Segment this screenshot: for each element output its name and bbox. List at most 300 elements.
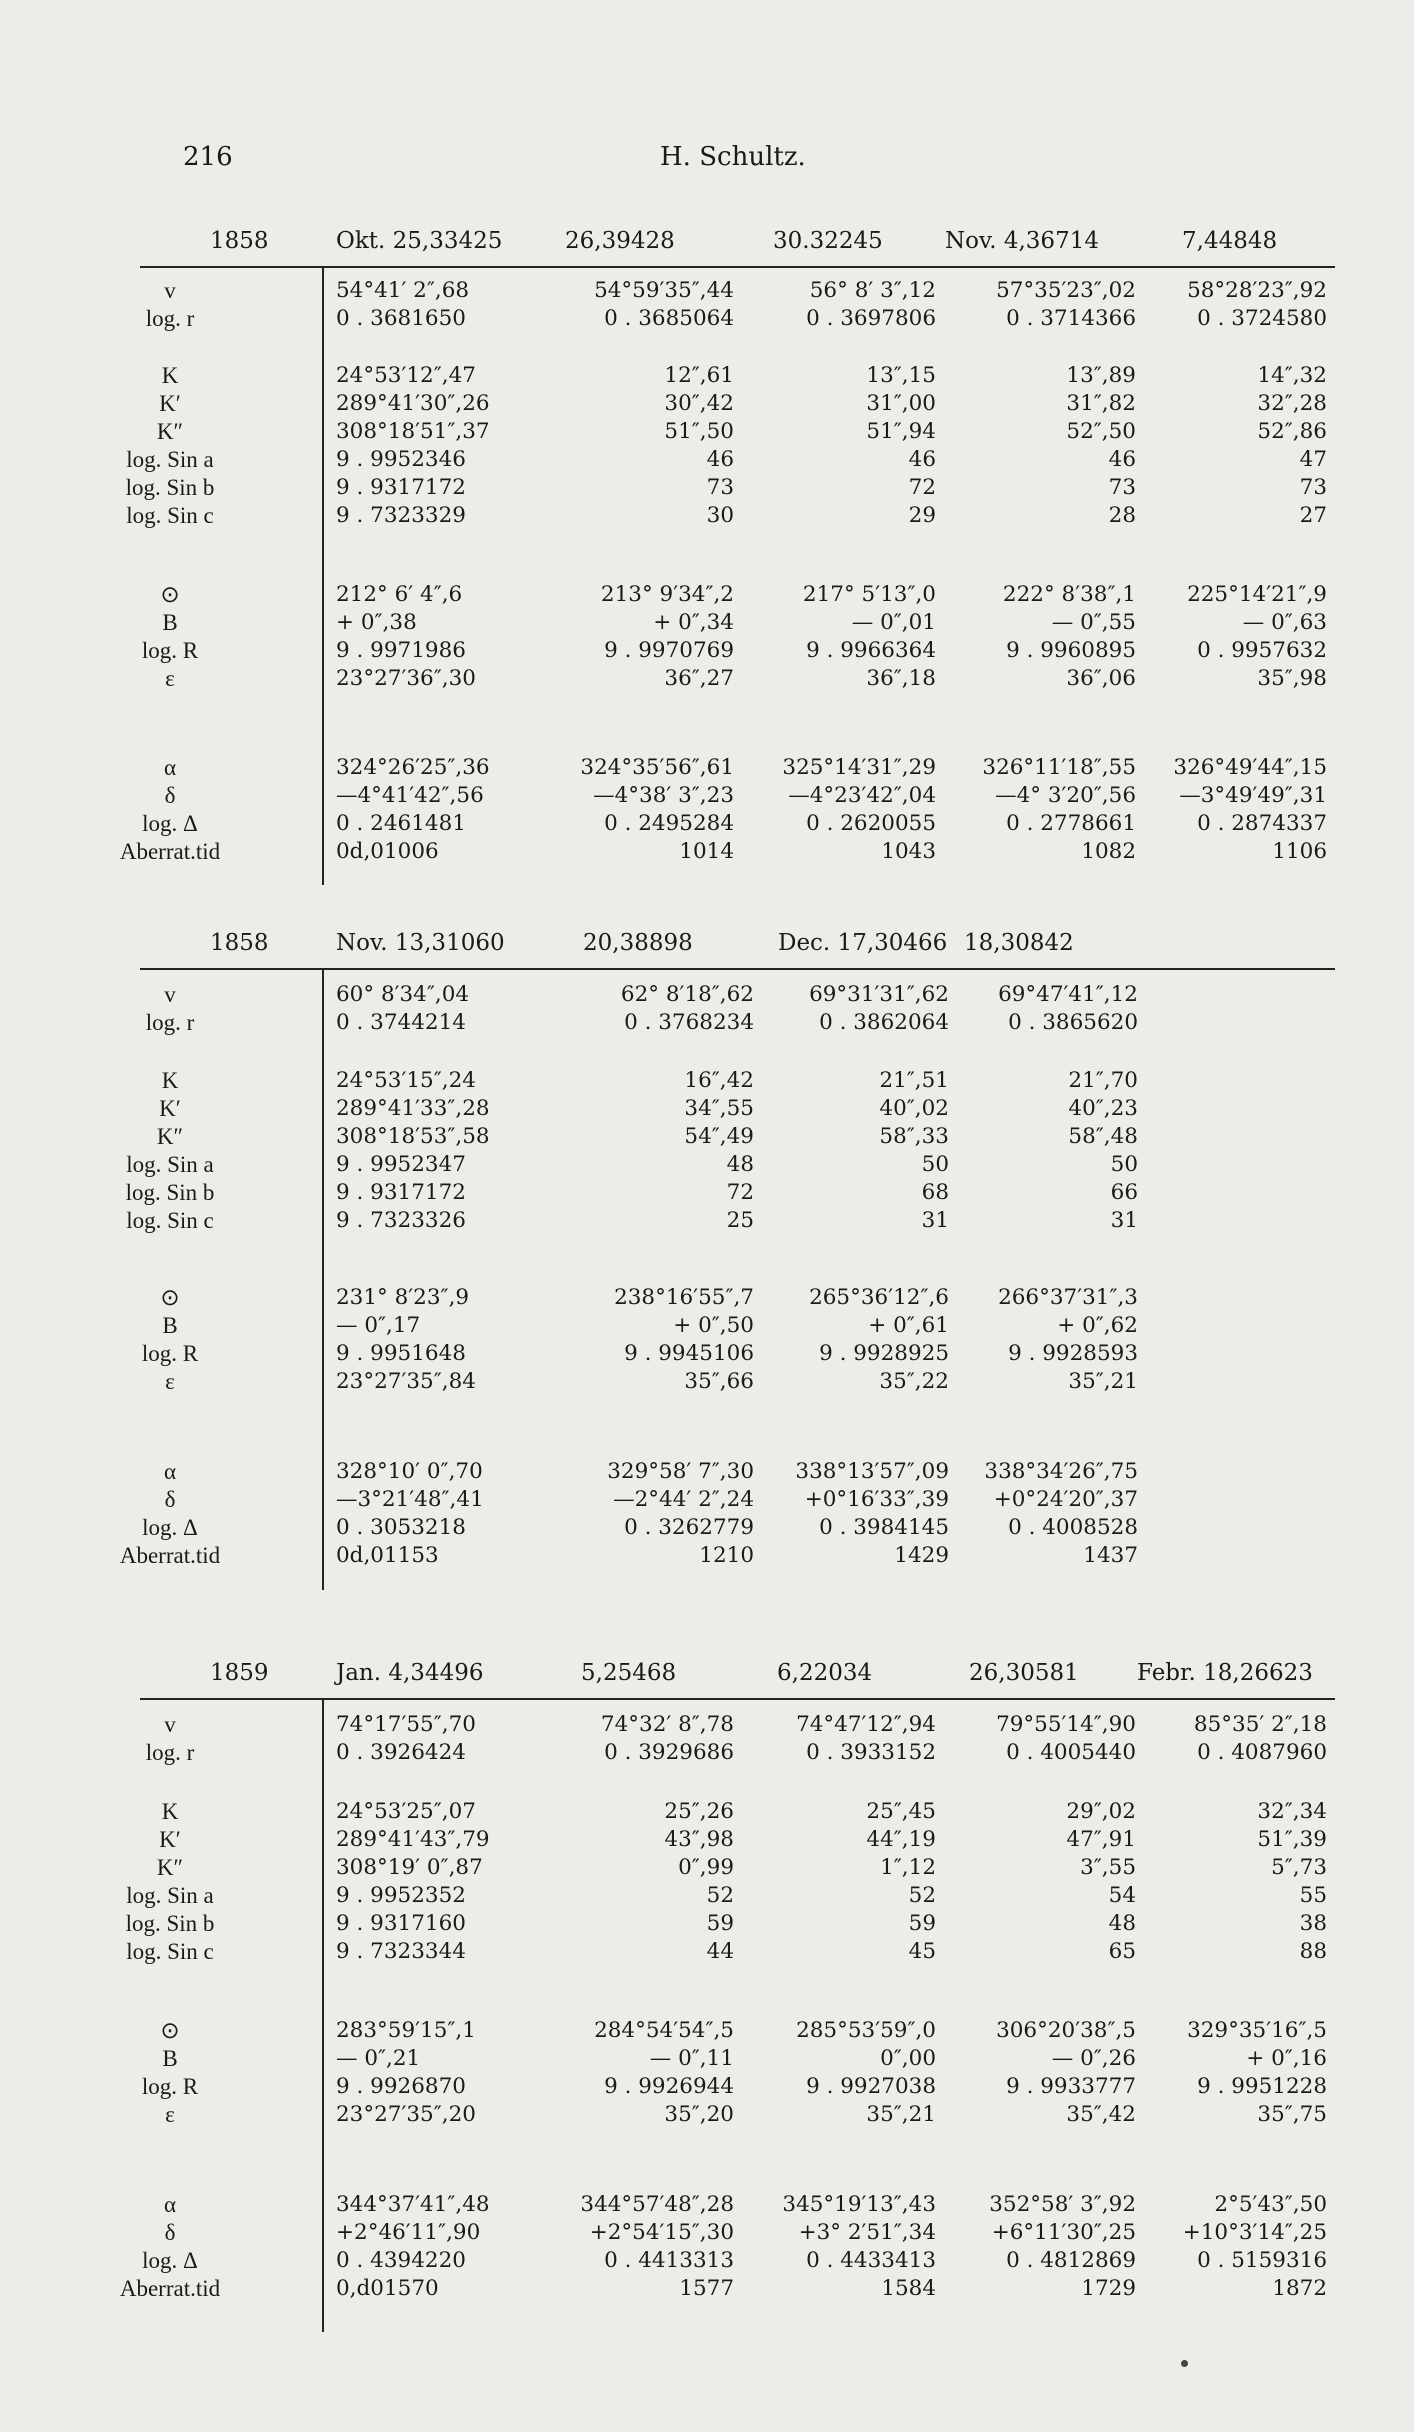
table-cell: 35″,21 xyxy=(1068,1369,1138,1394)
table-cell: 47 xyxy=(1299,447,1327,472)
table-cell: 9 . 9933777 xyxy=(1006,2074,1136,2099)
row-label: log. r xyxy=(145,1010,195,1035)
table-cell: 222° 8′38″,1 xyxy=(1002,582,1136,607)
table-cell: 35″,42 xyxy=(1066,2102,1136,2127)
table-cell: — 0″,55 xyxy=(1051,610,1136,635)
table-cell: 79°55′14″,90 xyxy=(996,1712,1136,1737)
table-cell: 36″,27 xyxy=(664,666,734,691)
table-row xyxy=(0,1124,1414,1154)
row-label: Aberrat.tid xyxy=(119,839,221,864)
row-label: α xyxy=(163,2192,177,2217)
table-cell: 0 . 2620055 xyxy=(806,811,936,836)
table-cell: 54°59′35″,44 xyxy=(594,278,734,303)
table-cell: 31″,82 xyxy=(1066,391,1136,416)
table-cell: 238°16′55″,7 xyxy=(614,1285,754,1310)
row-label: log. Sin a xyxy=(126,1152,214,1177)
table-cell: 9 . 9970769 xyxy=(604,638,734,663)
table-cell: — 0″,01 xyxy=(851,610,936,635)
table-cell: 1584 xyxy=(881,2276,936,2301)
table-cell: 1429 xyxy=(894,1543,949,1568)
table-row xyxy=(0,1939,1414,1969)
table-cell: 3″,55 xyxy=(1080,1855,1136,1880)
table-cell: 0″,99 xyxy=(678,1855,734,1880)
table-cell: 73 xyxy=(1108,475,1136,500)
table-cell: 289°41′30″,26 xyxy=(336,391,490,416)
table-cell: 35″,21 xyxy=(866,2102,936,2127)
table-cell: 27 xyxy=(1299,503,1327,528)
table-cell: 43″,98 xyxy=(664,1827,734,1852)
table-row xyxy=(0,2248,1414,2278)
table-cell: +3° 2′51″,34 xyxy=(798,2220,936,2245)
table-cell: 52 xyxy=(706,1883,734,1908)
table-cell: 50 xyxy=(1110,1152,1138,1177)
table-cell: 23°27′35″,84 xyxy=(336,1369,476,1394)
table-cell: 55 xyxy=(1299,1883,1327,1908)
table-cell: 58°28′23″,92 xyxy=(1187,278,1327,303)
table-cell: 0 . 3053218 xyxy=(336,1515,466,1540)
table-cell: 1043 xyxy=(881,839,936,864)
row-label: log. Sin c xyxy=(126,1939,214,1964)
table-cell: 9 . 9317160 xyxy=(336,1911,466,1936)
table-cell: 24°53′12″,47 xyxy=(336,363,476,388)
table-year: 1859 xyxy=(210,1660,269,1686)
table-cell: 0 . 2495284 xyxy=(604,811,734,836)
table-cell: 9 . 9971986 xyxy=(336,638,466,663)
table-cell: 46 xyxy=(1108,447,1136,472)
table-cell: 9 . 7323329 xyxy=(336,503,466,528)
table-cell: 1729 xyxy=(1081,2276,1136,2301)
table-cell: + 0″,34 xyxy=(653,610,734,635)
table-cell: 9 . 9928593 xyxy=(1008,1341,1138,1366)
table-cell: — 0″,11 xyxy=(649,2046,734,2071)
table-cell: 34″,55 xyxy=(684,1096,754,1121)
row-label: δ xyxy=(164,1487,176,1512)
row-label: K″ xyxy=(156,1124,184,1149)
print-speck xyxy=(1181,2360,1188,2367)
table-cell: 0 . 4008528 xyxy=(1008,1515,1138,1540)
column-date: 7,44848 xyxy=(1182,228,1278,254)
row-label: K xyxy=(161,363,179,388)
table-cell: 50 xyxy=(921,1152,949,1177)
page-number: 216 xyxy=(183,142,233,172)
table-row xyxy=(0,1208,1414,1238)
row-label: K″ xyxy=(156,419,184,444)
column-date: 5,25468 xyxy=(581,1660,677,1686)
table-cell: +2°54′15″,30 xyxy=(589,2220,734,2245)
table-cell: +2°46′11″,90 xyxy=(336,2220,481,2245)
table-row xyxy=(0,1911,1414,1941)
table-cell: 0 . 9957632 xyxy=(1197,638,1327,663)
table-row xyxy=(0,419,1414,449)
table-cell: 14″,32 xyxy=(1257,363,1327,388)
table-cell: 31 xyxy=(921,1208,949,1233)
table-cell: 2°5′43″,50 xyxy=(1214,2192,1327,2217)
table-row xyxy=(0,638,1414,668)
table-cell: 74°17′55″,70 xyxy=(336,1712,476,1737)
column-date: 26,30581 xyxy=(969,1660,1079,1686)
table-cell: 344°57′48″,28 xyxy=(580,2192,734,2217)
table-cell: 0 . 3929686 xyxy=(604,1740,734,1765)
table-cell: 308°19′ 0″,87 xyxy=(336,1855,483,1880)
table-row xyxy=(0,1096,1414,1126)
table-cell: 225°14′21″,9 xyxy=(1187,582,1327,607)
row-label: v xyxy=(164,278,176,303)
row-label: log. R xyxy=(141,2074,199,2099)
table-cell: 35″,75 xyxy=(1257,2102,1327,2127)
table-cell: 9 . 9952346 xyxy=(336,447,466,472)
table-cell: 9 . 9952352 xyxy=(336,1883,466,1908)
table-cell: 54″,49 xyxy=(684,1124,754,1149)
table-row xyxy=(0,1712,1414,1742)
table-cell: 217° 5′13″,0 xyxy=(802,582,936,607)
row-label: log. Sin b xyxy=(125,1911,215,1936)
table-cell: + 0″,61 xyxy=(868,1313,949,1338)
table-cell: 51″,50 xyxy=(664,419,734,444)
row-label: log. Sin a xyxy=(126,1883,214,1908)
table-cell: 0 . 3933152 xyxy=(806,1740,936,1765)
table-row xyxy=(0,306,1414,336)
table-row xyxy=(0,2220,1414,2250)
table-cell: + 0″,16 xyxy=(1246,2046,1327,2071)
table-cell: 54°41′ 2″,68 xyxy=(336,278,470,303)
table-cell: 308°18′53″,58 xyxy=(336,1124,490,1149)
table-row xyxy=(0,1543,1414,1573)
table-cell: 0 . 2778661 xyxy=(1006,811,1136,836)
table-cell: 338°34′26″,75 xyxy=(984,1459,1138,1484)
table-cell: 5″,73 xyxy=(1271,1855,1327,1880)
table-cell: 88 xyxy=(1299,1939,1327,1964)
header-rule xyxy=(140,266,1335,268)
table-cell: 289°41′33″,28 xyxy=(336,1096,490,1121)
table-cell: 0 . 3685064 xyxy=(604,306,734,331)
table-cell: 338°13′57″,09 xyxy=(795,1459,949,1484)
table-cell: 0 . 4433413 xyxy=(806,2248,936,2273)
table-row xyxy=(0,783,1414,813)
table-row xyxy=(0,1487,1414,1517)
table-row xyxy=(0,1313,1414,1343)
table-cell: 1014 xyxy=(679,839,734,864)
table-cell: 48 xyxy=(1108,1911,1136,1936)
table-cell: —4° 3′20″,56 xyxy=(995,783,1136,808)
table-cell: 0″,00 xyxy=(880,2046,936,2071)
table-cell: —3°21′48″,41 xyxy=(336,1487,484,1512)
table-row xyxy=(0,1515,1414,1545)
table-cell: 289°41′43″,79 xyxy=(336,1827,490,1852)
table-row xyxy=(0,1855,1414,1885)
table-cell: 59 xyxy=(908,1911,936,1936)
table-cell: 44″,19 xyxy=(866,1827,936,1852)
row-label: log. R xyxy=(141,638,199,663)
table-row xyxy=(0,391,1414,421)
row-label: α xyxy=(163,755,177,780)
column-date: Dec. 17,30466 xyxy=(778,930,948,956)
header-rule xyxy=(140,968,1335,970)
table-cell: 23°27′35″,20 xyxy=(336,2102,476,2127)
column-date: 20,38898 xyxy=(583,930,693,956)
table-cell: 0d,01153 xyxy=(336,1543,439,1568)
table-row xyxy=(0,363,1414,393)
row-label: B xyxy=(162,1313,178,1338)
table-cell: 0 . 3697806 xyxy=(806,306,936,331)
table-row xyxy=(0,1459,1414,1489)
table-row xyxy=(0,1152,1414,1182)
table-cell: 85°35′ 2″,18 xyxy=(1193,1712,1327,1737)
table-cell: 1577 xyxy=(679,2276,734,2301)
row-label: K″ xyxy=(156,1855,184,1880)
table-cell: 9 . 9926870 xyxy=(336,2074,466,2099)
table-cell: +6°11′30″,25 xyxy=(991,2220,1136,2245)
table-cell: 352°58′ 3″,92 xyxy=(989,2192,1136,2217)
table-cell: 1106 xyxy=(1272,839,1327,864)
table-cell: 21″,51 xyxy=(879,1068,949,1093)
table-row xyxy=(0,475,1414,505)
table-cell: 231° 8′23″,9 xyxy=(336,1285,470,1310)
table-cell: 0 . 3714366 xyxy=(1006,306,1136,331)
table-row xyxy=(0,755,1414,785)
table-row xyxy=(0,1285,1414,1315)
table-cell: 345°19′13″,43 xyxy=(782,2192,936,2217)
table-cell: 59 xyxy=(706,1911,734,1936)
table-cell: 45 xyxy=(908,1939,936,1964)
table-cell: 9 . 9926944 xyxy=(604,2074,734,2099)
table-cell: 69°31′31″,62 xyxy=(809,982,949,1007)
table-cell: 9 . 9927038 xyxy=(806,2074,936,2099)
table-cell: 66 xyxy=(1110,1180,1138,1205)
row-label: K xyxy=(161,1799,179,1824)
table-column-header xyxy=(0,1660,1414,1694)
table-cell: 9 . 9928925 xyxy=(819,1341,949,1366)
table-cell: 0 . 3768234 xyxy=(624,1010,754,1035)
table-cell: 284°54′54″,5 xyxy=(594,2018,734,2043)
table-cell: 52 xyxy=(908,1883,936,1908)
table-row xyxy=(0,2276,1414,2306)
row-label: ε xyxy=(165,666,175,691)
table-row xyxy=(0,1010,1414,1040)
table-cell: 28 xyxy=(1108,503,1136,528)
table-column-header xyxy=(0,228,1414,262)
table-cell: 25″,45 xyxy=(866,1799,936,1824)
table-row xyxy=(0,666,1414,696)
table-row xyxy=(0,982,1414,1012)
table-cell: 36″,06 xyxy=(1066,666,1136,691)
table-cell: 9 . 9966364 xyxy=(806,638,936,663)
table-cell: 73 xyxy=(706,475,734,500)
table-cell: 52″,86 xyxy=(1257,419,1327,444)
table-row xyxy=(0,1341,1414,1371)
table-cell: 24°53′15″,24 xyxy=(336,1068,476,1093)
table-cell: 30 xyxy=(706,503,734,528)
table-cell: 0 . 3926424 xyxy=(336,1740,466,1765)
table-cell: 308°18′51″,37 xyxy=(336,419,490,444)
table-cell: 74°47′12″,94 xyxy=(796,1712,936,1737)
row-label: K′ xyxy=(159,391,181,416)
table-row xyxy=(0,610,1414,640)
table-cell: +10°3′14″,25 xyxy=(1182,2220,1327,2245)
table-row xyxy=(0,1883,1414,1913)
table-cell: 9 . 7323326 xyxy=(336,1208,466,1233)
column-date: 6,22034 xyxy=(777,1660,873,1686)
row-label: log. Sin b xyxy=(125,1180,215,1205)
row-label: log. r xyxy=(145,1740,195,1765)
table-row xyxy=(0,1369,1414,1399)
row-label: log. Δ xyxy=(142,1515,198,1540)
header-rule xyxy=(140,1698,1335,1700)
table-cell: 0 . 3984145 xyxy=(819,1515,949,1540)
table-cell: 0 . 3744214 xyxy=(336,1010,466,1035)
table-cell: 31 xyxy=(1110,1208,1138,1233)
table-cell: 51″,94 xyxy=(866,419,936,444)
table-cell: +0°16′33″,39 xyxy=(804,1487,949,1512)
table-cell: 0 . 3681650 xyxy=(336,306,466,331)
table-cell: 68 xyxy=(921,1180,949,1205)
table-cell: 306°20′38″,5 xyxy=(996,2018,1136,2043)
table-cell: 69°47′41″,12 xyxy=(998,982,1138,1007)
table-cell: 9 . 9951648 xyxy=(336,1341,466,1366)
column-date: Nov. 4,36714 xyxy=(945,228,1099,254)
table-cell: 23°27′36″,30 xyxy=(336,666,476,691)
table-row xyxy=(0,447,1414,477)
table-cell: — 0″,17 xyxy=(336,1313,421,1338)
table-row xyxy=(0,811,1414,841)
table-cell: 44 xyxy=(706,1939,734,1964)
table-cell: — 0″,26 xyxy=(1051,2046,1136,2071)
table-cell: 9 . 9960895 xyxy=(1006,638,1136,663)
table-cell: + 0″,62 xyxy=(1057,1313,1138,1338)
table-cell: 60° 8′34″,04 xyxy=(336,982,470,1007)
table-cell: 48 xyxy=(726,1152,754,1177)
row-label: log. Sin c xyxy=(126,1208,214,1233)
column-date: Okt. 25,33425 xyxy=(336,228,503,254)
table-cell: 0 . 3724580 xyxy=(1197,306,1327,331)
table-cell: 9 . 9317172 xyxy=(336,475,466,500)
table-cell: —3°49′49″,31 xyxy=(1179,783,1327,808)
table-year: 1858 xyxy=(210,930,269,956)
row-label: Aberrat.tid xyxy=(119,2276,221,2301)
table-year: 1858 xyxy=(210,228,269,254)
row-label: ⊙ xyxy=(160,582,180,607)
table-cell: 25 xyxy=(726,1208,754,1233)
table-cell: 213° 9′34″,2 xyxy=(600,582,734,607)
table-cell: 35″,20 xyxy=(664,2102,734,2127)
row-label: δ xyxy=(164,2220,176,2245)
table-cell: 72 xyxy=(908,475,936,500)
running-title: H. Schultz. xyxy=(660,142,806,172)
table-row xyxy=(0,1068,1414,1098)
table-cell: 0 . 3262779 xyxy=(624,1515,754,1540)
table-cell: 58″,48 xyxy=(1068,1124,1138,1149)
table-cell: 283°59′15″,1 xyxy=(336,2018,476,2043)
table-cell: 329°35′16″,5 xyxy=(1187,2018,1327,2043)
table-cell: 46 xyxy=(908,447,936,472)
row-label: K xyxy=(161,1068,179,1093)
table-cell: 9 . 9317172 xyxy=(336,1180,466,1205)
row-label: log. r xyxy=(145,306,195,331)
table-cell: 35″,66 xyxy=(684,1369,754,1394)
table-cell: 0 . 4812869 xyxy=(1006,2248,1136,2273)
row-label: α xyxy=(163,1459,177,1484)
table-cell: 1210 xyxy=(699,1543,754,1568)
row-label: log. Sin c xyxy=(126,503,214,528)
column-date: Nov. 13,31060 xyxy=(336,930,505,956)
table-cell: 0 . 4005440 xyxy=(1006,1740,1136,1765)
table-cell: 47″,91 xyxy=(1066,1827,1136,1852)
table-row xyxy=(0,1827,1414,1857)
table-cell: 31″,00 xyxy=(866,391,936,416)
table-cell: 32″,34 xyxy=(1257,1799,1327,1824)
row-label: log. Sin a xyxy=(126,447,214,472)
table-cell: 1082 xyxy=(1081,839,1136,864)
row-label: δ xyxy=(164,783,176,808)
table-cell: 9 . 9945106 xyxy=(624,1341,754,1366)
table-cell: 72 xyxy=(726,1180,754,1205)
table-cell: 54 xyxy=(1108,1883,1136,1908)
table-cell: 24°53′25″,07 xyxy=(336,1799,476,1824)
table-row xyxy=(0,1799,1414,1829)
table-row xyxy=(0,2074,1414,2104)
table-cell: 324°35′56″,61 xyxy=(580,755,734,780)
table-cell: 25″,26 xyxy=(664,1799,734,1824)
table-cell: 16″,42 xyxy=(684,1068,754,1093)
table-cell: — 0″,21 xyxy=(336,2046,421,2071)
table-cell: 73 xyxy=(1299,475,1327,500)
table-cell: 0 . 2874337 xyxy=(1197,811,1327,836)
table-cell: 326°11′18″,55 xyxy=(982,755,1136,780)
column-date: Febr. 18,26623 xyxy=(1137,1660,1313,1686)
table-cell: 9 . 7323344 xyxy=(336,1939,466,1964)
table-row xyxy=(0,839,1414,869)
table-cell: 326°49′44″,15 xyxy=(1173,755,1327,780)
table-cell: 1437 xyxy=(1083,1543,1138,1568)
table-cell: —2°44′ 2″,24 xyxy=(613,1487,754,1512)
table-cell: 324°26′25″,36 xyxy=(336,755,490,780)
table-cell: 12″,61 xyxy=(664,363,734,388)
row-label: v xyxy=(164,1712,176,1737)
page-header xyxy=(0,142,1414,182)
table-cell: 328°10′ 0″,70 xyxy=(336,1459,483,1484)
column-date: 26,39428 xyxy=(565,228,675,254)
table-cell: 51″,39 xyxy=(1257,1827,1327,1852)
table-cell: 36″,18 xyxy=(866,666,936,691)
table-cell: 35″,22 xyxy=(879,1369,949,1394)
row-label: B xyxy=(162,610,178,635)
table-row xyxy=(0,2192,1414,2222)
table-cell: 13″,89 xyxy=(1066,363,1136,388)
row-label: ⊙ xyxy=(160,1285,180,1310)
table-cell: + 0″,50 xyxy=(673,1313,754,1338)
table-cell: + 0″,38 xyxy=(336,610,417,635)
table-cell: 57°35′23″,02 xyxy=(996,278,1136,303)
table-cell: 58″,33 xyxy=(879,1124,949,1149)
row-label: v xyxy=(164,982,176,1007)
table-cell: 65 xyxy=(1108,1939,1136,1964)
column-date: 30.32245 xyxy=(773,228,883,254)
row-label: B xyxy=(162,2046,178,2071)
table-cell: 29 xyxy=(908,503,936,528)
table-cell: 46 xyxy=(706,447,734,472)
table-cell: 0 . 4087960 xyxy=(1197,1740,1327,1765)
table-row xyxy=(0,582,1414,612)
table-cell: 212° 6′ 4″,6 xyxy=(336,582,463,607)
table-cell: 21″,70 xyxy=(1068,1068,1138,1093)
table-cell: 52″,50 xyxy=(1066,419,1136,444)
table-cell: 9 . 9952347 xyxy=(336,1152,466,1177)
table-cell: 0 . 2461481 xyxy=(336,811,466,836)
row-label: Aberrat.tid xyxy=(119,1543,221,1568)
table-cell: 344°37′41″,48 xyxy=(336,2192,490,2217)
table-cell: 74°32′ 8″,78 xyxy=(600,1712,734,1737)
table-cell: —4°41′42″,56 xyxy=(336,783,484,808)
row-label: log. Δ xyxy=(142,811,198,836)
